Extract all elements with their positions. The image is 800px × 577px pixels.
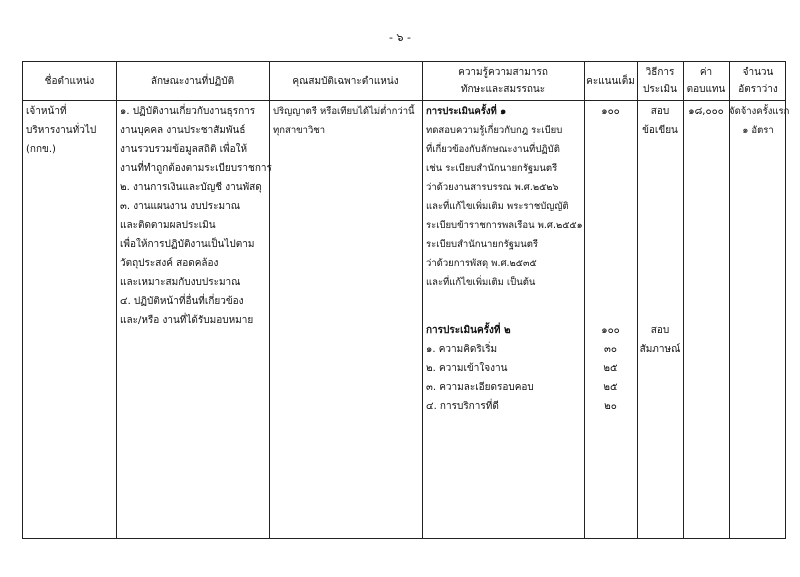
duty-line: ๒. งานการเงินและบัญชี งานพัสดุ <box>120 182 262 193</box>
evaluation-2-item: ๔. การบริการที่ดี <box>426 401 499 412</box>
column-divider <box>584 62 585 538</box>
recruitment-table <box>22 61 790 539</box>
position-line: เจ้าหน้าที่ <box>26 106 67 117</box>
evaluation-2-score-value: ๑๐๐ <box>601 325 620 336</box>
header-wage-line1: ค่า <box>699 67 713 78</box>
method-line: สอบ <box>650 325 670 336</box>
evaluation-1-line: ระเบียบข้าราชการพลเรือน พ.ศ.๒๕๕๑ <box>426 220 583 231</box>
evaluation-1-line: และที่แก้ไขเพิ่มเติม เป็นต้น <box>426 277 536 288</box>
duty-line: วัตถุประสงค์ สอดคล้อง <box>120 258 219 269</box>
duty-line: ๓. งานแผนงาน งบประมาณ <box>120 201 240 212</box>
evaluation-2-item: ๑. ความคิดริเริ่ม <box>426 344 498 355</box>
evaluation-2-item-score: ๒๕ <box>603 382 618 393</box>
count-line: จัดจ้างครั้งแรก <box>729 106 790 117</box>
header-knowledge-line1: ความรู้ความสามารถ <box>458 67 548 78</box>
column-divider <box>422 62 423 538</box>
column-divider <box>116 62 117 538</box>
duty-line: และติดตามผลประเมิน <box>120 220 216 231</box>
count-line: ๑ อัตรา <box>742 125 774 136</box>
qualification-line: ทุกสาขาวิชา <box>273 125 326 136</box>
evaluation-1-score <box>584 102 637 121</box>
header-count-line1: จำนวน <box>742 67 774 78</box>
evaluation-1-cell <box>426 102 583 292</box>
evaluation-2-item-score: ๓๐ <box>604 344 617 355</box>
position-line: บริหารงานทั่วไป <box>26 125 97 136</box>
qualification-cell <box>273 102 415 140</box>
evaluation-2-cell <box>426 321 534 416</box>
header-count <box>729 62 787 100</box>
evaluation-1-line: เช่น ระเบียบสำนักนายกรัฐมนตรี <box>426 163 558 174</box>
header-position <box>23 62 116 100</box>
position-cell <box>26 102 96 159</box>
evaluation-2-item: ๒. ความเข้าใจงาน <box>426 363 508 374</box>
position-line: (กกข.) <box>26 144 56 155</box>
header-duties-label: ลักษณะงานที่ปฏิบัติ <box>150 75 235 87</box>
header-wage-line2: ตอบแทน <box>686 84 726 95</box>
wage-value: ๑๘,๐๐๐ <box>688 106 724 117</box>
evaluation-1-line: ทดสอบความรู้เกี่ยวกับกฎ ระเบียบ <box>426 125 563 136</box>
evaluation-2-scores <box>584 321 637 416</box>
wage-cell <box>683 102 729 121</box>
header-count-line2: อัตราว่าง <box>738 84 778 95</box>
header-wage <box>683 62 729 100</box>
evaluation-2-item: ๓. ความละเอียดรอบคอบ <box>426 382 534 393</box>
header-method-line2: ประเมิน <box>643 84 677 95</box>
duty-line: ๔. ปฏิบัติหน้าที่อื่นที่เกี่ยวข้อง <box>120 296 244 307</box>
duty-line: งานบุคคล งานประชาสัมพันธ์ <box>120 125 246 136</box>
method-line: สอบ <box>650 106 670 117</box>
evaluation-1-method <box>637 102 683 140</box>
count-cell <box>729 102 790 140</box>
evaluation-2-method <box>637 321 683 359</box>
duty-line: ๑. ปฏิบัติงานเกี่ยวกับงานธุรการ <box>120 106 256 117</box>
duty-line: และเหมาะสมกับงบประมาณ <box>120 277 241 288</box>
header-position-label: ชื่อตำแหน่ง <box>44 75 95 87</box>
evaluation-2-item-score: ๒๐ <box>604 401 617 412</box>
evaluation-2-item-score: ๒๕ <box>603 363 618 374</box>
qualification-line: ปริญญาตรี หรือเทียบได้ไม่ต่ำกว่านี้ <box>273 106 415 117</box>
header-method <box>637 62 683 100</box>
evaluation-1-line: ระเบียบสำนักนายกรัฐมนตรี <box>426 239 538 250</box>
evaluation-1-title: การประเมินครั้งที่ ๑ <box>426 106 507 117</box>
column-divider <box>683 62 684 538</box>
duty-line: เพื่อให้การปฏิบัติงานเป็นไปตาม <box>120 239 255 250</box>
evaluation-2-title: การประเมินครั้งที่ ๒ <box>426 325 511 336</box>
header-method-line1: วิธีการ <box>645 67 675 78</box>
page-number: - ๖ - <box>389 31 411 44</box>
method-line: ข้อเขียน <box>642 125 678 136</box>
header-qualification-label: คุณสมบัติเฉพาะตำแหน่ง <box>292 75 399 87</box>
header-knowledge <box>422 62 584 100</box>
duties-cell <box>120 102 272 330</box>
duty-line: งานรวบรวมข้อมูลสถิติ เพื่อให้ <box>120 144 248 155</box>
header-divider <box>23 100 785 101</box>
evaluation-1-line: และที่แก้ไขเพิ่มเติม พระราชบัญญัติ <box>426 201 569 212</box>
header-qualification <box>269 62 422 100</box>
header-full-score <box>584 62 637 100</box>
header-duties <box>116 62 269 100</box>
evaluation-1-line: ว่าด้วยการพัสดุ พ.ศ.๒๕๓๕ <box>426 258 537 269</box>
header-full-score-label: คะแนนเต็ม <box>586 75 635 87</box>
header-knowledge-line2: ทักษะและสมรรถนะ <box>460 84 546 95</box>
duty-line: งานที่ทำถูกต้องตามระเบียบราชการ <box>120 163 272 174</box>
duty-line: และ/หรือ งานที่ได้รับมอบหมาย <box>120 315 254 326</box>
evaluation-1-line: ที่เกี่ยวข้องกับลักษณะงานที่ปฏิบัติ <box>426 144 560 155</box>
method-line: สัมภาษณ์ <box>639 344 681 355</box>
evaluation-1-line: ว่าด้วยงานสารบรรณ พ.ศ.๒๕๒๖ <box>426 182 559 193</box>
evaluation-1-score-value: ๑๐๐ <box>601 106 620 117</box>
